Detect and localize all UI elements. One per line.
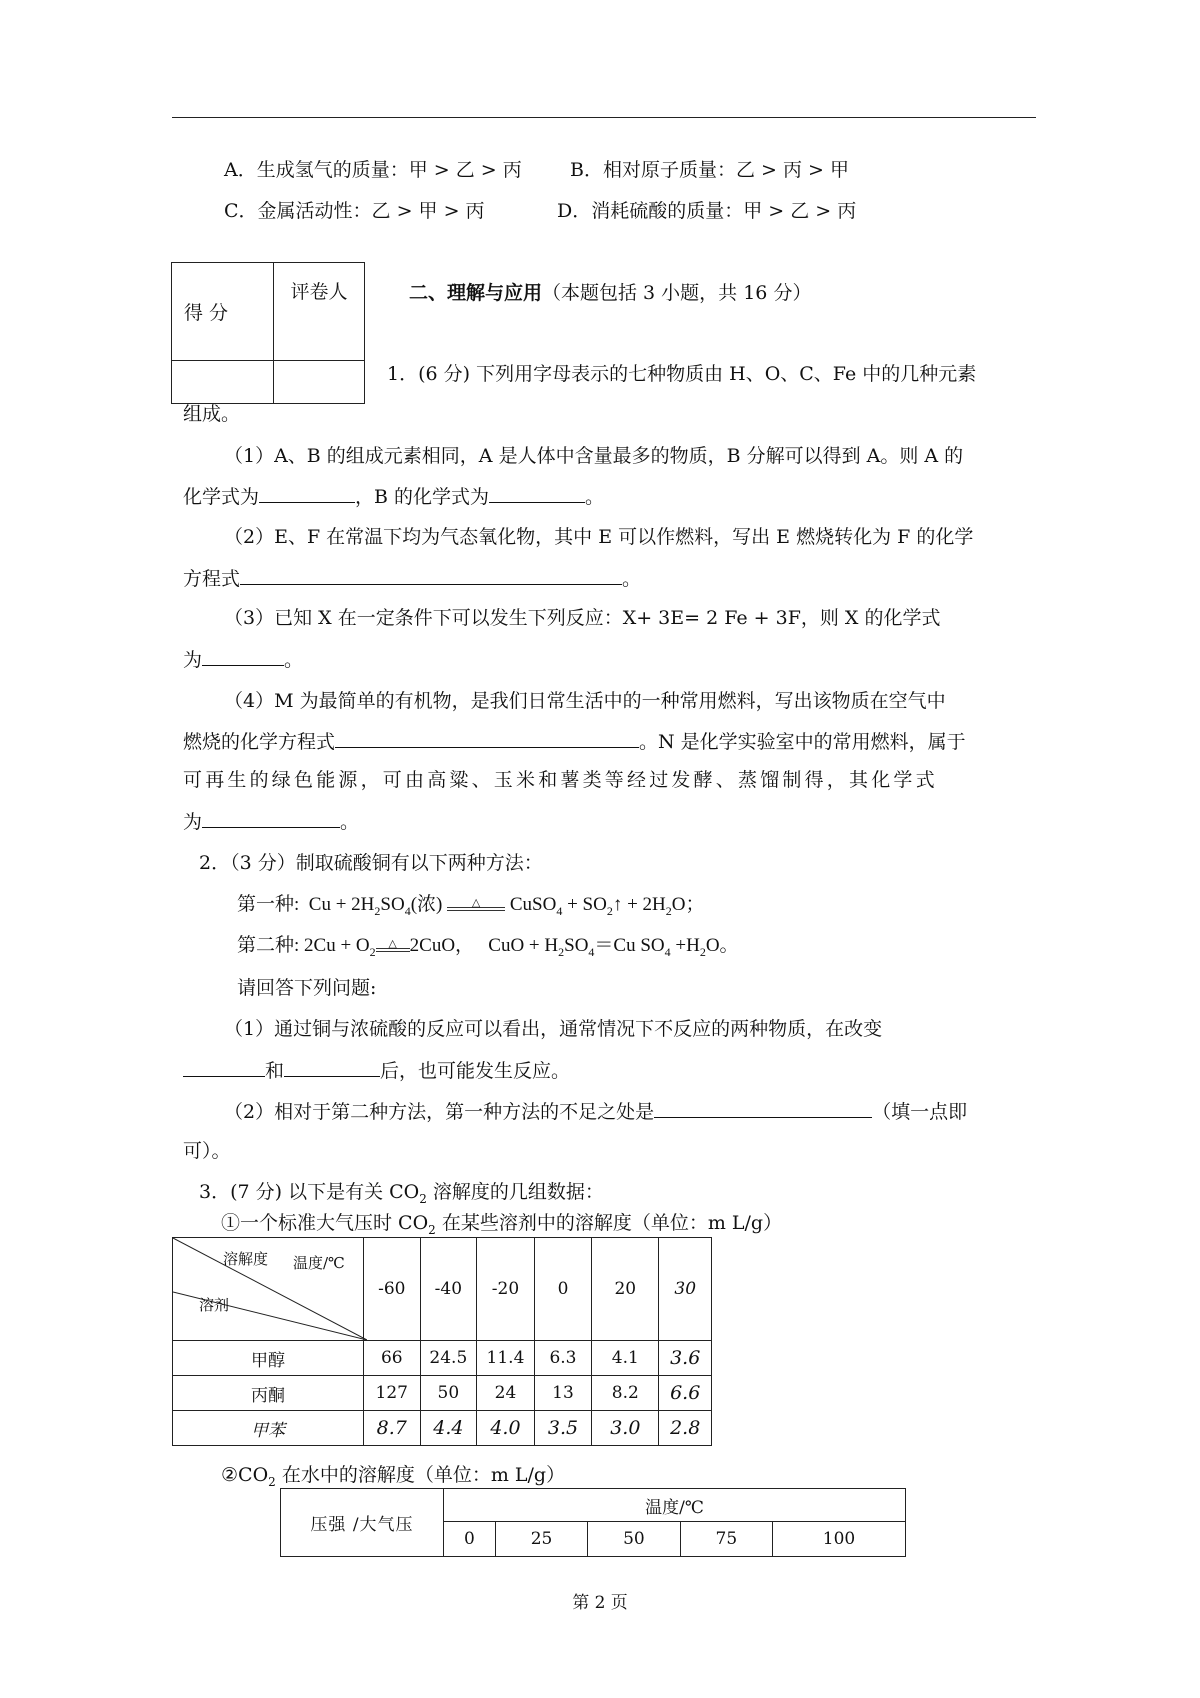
temp-header: -60 xyxy=(364,1238,421,1341)
temp-header: 100 xyxy=(773,1522,906,1557)
temp-header: 50 xyxy=(588,1522,680,1557)
table-cell: 24.5 xyxy=(420,1341,477,1376)
table-cell: 3.6 xyxy=(659,1341,712,1376)
q1-part3: （3）已知 X 在一定条件下可以发生下列反应：X+ 3E= 2 Fe + 3F，则 X 的化学式 xyxy=(224,607,941,629)
solvent-name: 甲醇 xyxy=(173,1341,364,1376)
temp-header: -20 xyxy=(477,1238,535,1341)
pressure-header: 压强 /大气压 xyxy=(281,1489,444,1557)
solubility-water-table xyxy=(280,1488,906,1557)
grader-label: 评卷人 xyxy=(274,263,365,361)
temp-header-group: 温度/℃ xyxy=(444,1489,906,1522)
answer-blank-b[interactable] xyxy=(489,482,585,503)
q1-part1: （1）A、B 的组成元素相同，A 是人体中含量最多的物质，B 分解可以得到 A。则 A 的 xyxy=(224,445,964,467)
table1-corner-cell xyxy=(173,1238,364,1341)
corner-solvent-label: 溶剂 xyxy=(199,1296,230,1314)
table-cell: 8.2 xyxy=(592,1376,659,1411)
corner-solubility-label: 溶解度 xyxy=(223,1250,269,1268)
q2-part2: （2）相对于第二种方法，第一种方法的不足之处是 （填一点即 xyxy=(224,1097,967,1125)
q2-method-2: 第二种: $2Cu + O_2\triangle$ 2CuO， CuO + $H_2SO_4=Cu$ $SO_4 +H_2O$。 xyxy=(237,935,739,959)
section-title: 二、理解与应用 xyxy=(409,282,543,304)
table-cell: 66 xyxy=(364,1341,421,1376)
q1-part4: （4）M 为最简单的有机物，是我们日常生活中的一种常用燃料，写出该物质在空气中 xyxy=(224,690,946,712)
table-cell: 6.6 xyxy=(659,1376,712,1411)
temp-header: 0 xyxy=(444,1522,496,1557)
table-cell: 11.4 xyxy=(477,1341,535,1376)
q1-part4-answer-line: 燃烧的化学方程式 。N 是化学实验室中的常用燃料，属于 xyxy=(183,727,966,755)
temp-header: 30 xyxy=(659,1238,712,1341)
header-rule xyxy=(172,117,1036,118)
q1-intro: 1．(6 分) 下列用字母表示的七种物质由 H、O、C、Fe 中的几种元素 xyxy=(387,363,977,385)
table-row xyxy=(173,1341,712,1376)
solvent-name: 甲苯 xyxy=(173,1411,364,1446)
answer-blank-x[interactable] xyxy=(202,645,284,666)
section-heading xyxy=(409,280,811,306)
score-cell[interactable] xyxy=(172,361,274,404)
q1-part4-answer-line-2: 为 。 xyxy=(183,807,359,835)
table-cell: 24 xyxy=(477,1376,535,1411)
q1-intro-cont: 组成。 xyxy=(183,403,241,425)
table-cell: 3.0 xyxy=(592,1411,659,1446)
option-c: C．金属活动性：乙 > 甲 > 丙 xyxy=(224,200,485,222)
temp-header: 75 xyxy=(680,1522,772,1557)
answer-blank-condition-2[interactable] xyxy=(284,1056,380,1077)
score-box xyxy=(171,262,365,404)
solubility-solvent-table xyxy=(172,1237,712,1446)
answer-blank-a[interactable] xyxy=(259,482,355,503)
table-cell: 6.3 xyxy=(534,1341,591,1376)
table1-caption: ①一个标准大气压时 $CO_2$ 在某些溶剂中的溶解度（单位：m L/g） xyxy=(221,1212,783,1237)
answer-blank-condition-1[interactable] xyxy=(183,1056,265,1077)
q1-part2-answer-line: 方程式 。 xyxy=(183,564,641,592)
q3-intro: 3．(7 分) 以下是有关 $CO_2$ 溶解度的几组数据： xyxy=(199,1181,604,1206)
q2-intro: 2．（3 分）制取硫酸铜有以下两种方法： xyxy=(199,852,543,874)
table-cell: 127 xyxy=(364,1376,421,1411)
section-note: （本题包括 3 小题，共 16 分） xyxy=(542,282,812,304)
answer-blank-drawback[interactable] xyxy=(654,1097,872,1118)
table2-caption: $②CO_2$ 在水中的溶解度（单位：m L/g） xyxy=(221,1464,566,1489)
table-cell: 3.5 xyxy=(534,1411,591,1446)
table-cell: 4.0 xyxy=(477,1411,535,1446)
option-b: B．相对原子质量：乙 > 丙 > 甲 xyxy=(570,159,849,181)
table-cell: 4.1 xyxy=(592,1341,659,1376)
table-cell: 8.7 xyxy=(364,1411,421,1446)
q1-part3-answer-line: 为 。 xyxy=(183,645,303,673)
q1-part4-cont: 可再生的绿色能源，可由高粱、玉米和薯类等经过发酵、蒸馏制得，其化学式 xyxy=(183,769,938,791)
option-a: A．生成氢气的质量：甲 > 乙 > 丙 xyxy=(224,159,522,181)
table-row xyxy=(173,1376,712,1411)
page-number: 第 2 页 xyxy=(572,1593,628,1613)
table-cell: 50 xyxy=(420,1376,477,1411)
q2-part1-answer-line: 和 后，也可能发生反应。 xyxy=(183,1056,570,1084)
table-cell: 13 xyxy=(534,1376,591,1411)
table-cell: 2.8 xyxy=(659,1411,712,1446)
q2-part1: （1）通过铜与浓硫酸的反应可以看出，通常情况下不反应的两种物质，在改变 xyxy=(224,1018,883,1040)
answer-blank-n[interactable] xyxy=(202,807,340,828)
q2-prompt: 请回答下列问题: xyxy=(237,977,377,999)
grader-cell[interactable] xyxy=(274,361,365,404)
table-row xyxy=(173,1411,712,1446)
q2-method-1: 第一种: $Cu + 2H_2SO_4$(浓) △ CuSO$_4$ + $SO_2↑ + 2H_2O$； xyxy=(237,894,705,918)
table-cell: 4.4 xyxy=(420,1411,477,1446)
corner-temp-label: 温度/℃ xyxy=(293,1254,345,1272)
q1-part1-answer-line: 化学式为 ，B 的化学式为 。 xyxy=(183,482,604,510)
q2-part2-cont: 可）。 xyxy=(183,1140,231,1162)
option-d: D．消耗硫酸的质量：甲 > 乙 > 丙 xyxy=(557,200,857,222)
answer-blank-equation-e[interactable] xyxy=(240,564,622,585)
score-label: 得 分 xyxy=(172,263,274,361)
temp-header: 0 xyxy=(534,1238,591,1341)
answer-blank-equation-m[interactable] xyxy=(335,727,639,748)
temp-header: 25 xyxy=(495,1522,587,1557)
temp-header: 20 xyxy=(592,1238,659,1341)
temp-header: -40 xyxy=(420,1238,477,1341)
solvent-name: 丙酮 xyxy=(173,1376,364,1411)
q1-part2: （2）E、F 在常温下均为气态氧化物，其中 E 可以作燃料，写出 E 燃烧转化为 F 的化学 xyxy=(224,526,974,548)
